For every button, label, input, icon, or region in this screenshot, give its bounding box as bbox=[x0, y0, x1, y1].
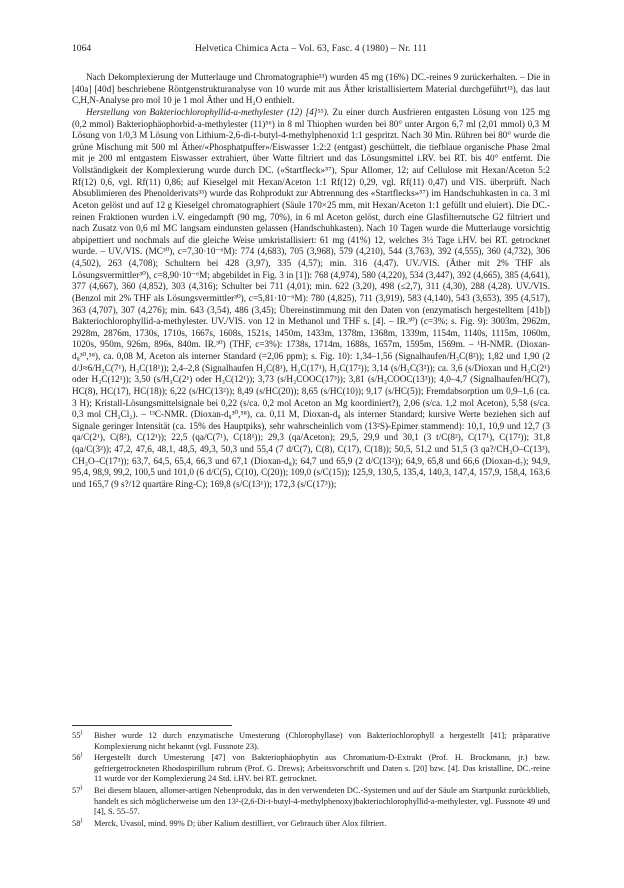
footnote bbox=[72, 753, 550, 785]
main-text bbox=[72, 72, 550, 491]
footnote-separator bbox=[72, 725, 232, 726]
preparation-text: Zu einer durch Ausfrieren entgasten Lösung von 125 mg (0,2 mmol) Bakteriophäophorbid-a-methylester (11)⁵⁶) in 8 ml Thiophen wurden bei 80° unter Argon 6,7 ml (2,01 mmol) 0,3 M Lösung von 1/0,3 M Lösung von Lithium-2,6-di-t-butyl-4-methylphenoxid 1:1 gespritzt. Nach 30 Min. Rühren bei 80° wurde die grüne Mischung mit 500 ml Äther/«Phosphatpuffer»/Eiswasser 1:2:2 (entgast) geschüttelt, die tiefblaue organische Phase 2mal mit je 200 ml entgastem Eiswasser extrahiert, über Watte filtriert und das Lösungsmittel i.RV. bei RT. bis 40° entfernt. Die Vollständigkeit der Komplexierung wurde durch DC. («Startfleck»⁵⁷), Spur Allomer, 12; auf Cellulose mit Hexan/Aceton 5:2 Rf(12) 0,6, vgl. Rf(11) 0,86; auf Kieselgel mit Hexan/Aceton 1:1 Rf(12) 0,29, vgl. Rf(11) 0,47) und VIS. überprüft. Nach Absublimieren des Phenolderivats³³) wurde das Rohprodukt zur Abtrennung des «Startflecks»⁵⁷) im Handschuhkasten in ca. 3 ml Aceton gelöst und auf 12 g Kieselgel chromatographiert (Säule 170×25 mm, mit Hexan/Aceton 1:1 gefüllt und eluiert). Die DC.-reinen Fraktionen wurden i.V. eingedampft (90 mg, 70%), in 6 ml Aceton gelöst, durch eine Glasfilternutsche G2 filtriert und nach Zusatz von 0,6 ml MC langsam eindunsten gelassen (Handschuhkasten). Nach 10 Tagen wurde die Mutterlauge vorsichtig abpipettiert und nochmals auf die gleiche Weise umkristallisiert: 61 mg (41%) 12, welches 3½ Tage i.HV. bei RT. getrocknet wurde. – UV./VIS. (MC³⁰), c=7,30·10⁻⁶M): 774 (4,683), 705 (3,968), 579 (4,210), 544 (3,763), 392 (4,555), 360 (4,732), 306 (4,502), 263 (4,708); Schultern bei 428 (3,97), 335 (4,57); min. 316 (4,47). UV./VIS. (Äther mit 2% THF als Lösungsvermittler³⁰), c=8,90·10⁻⁶M; abgebildet in Fig. 3 in [1]): 768 (4,974), 580 (4,220), 534 (3,447), 392 (4,665), 385 (4,641), 377 (4,667), 360 (4,852), 303 (4,316); Schulter bei 711 (4,01); min. 622 (3,20), 498 (≤2,7), 311 (4,30), 288 (4,28). UV./VIS. (Benzol mit 2% THF als Lösungsvermittler³⁰), c=5,81·10⁻⁶M): 780 (4,825), 711 (3,919), 583 (4,140), 543 (3,653), 395 (4,517), 363 (4,707), 307 (4,276); min. 643 (3,54), 486 (3,45); Übereinstimmung mit den Daten von (enzymatisch hergestelltem [41b]) Bakteriochlorophyllid-a-methylester. UV./VIS. von 12 in Methanol und THF s. [4]. – IR.³⁰) (c=3%; s. Fig. 9): 3003m, 2962m, 2928m, 2876m, 1730s, 1710s, 1667s, 1608s, 1521s, 1450m, 1433m, 1378m, 1368m, 1339m, 1154m, 1140s, 1115m, 1060m, 1020s, 950m, 926m, 896s, 840m. IR.³⁰) (THF, c=3%): 1738s, 1714m, 1688s, 1657m, 1595m, 1569m. – ¹H-NMR. (Dioxan-d₈³⁰,⁵⁸), ca. 0,08 M, Aceton als interner Standard (=2,06 ppm); s. Fig. 10): 1,34–1,56 (Signalhaufen/H₃C(8²)); 1,82 und 1,90 (2 d/J≈6/H₃C(7¹), H₃C(18¹)); 2,4–2,8 (Signalhaufen H₂C(8¹), H₂C(17¹), H₂C(17²)); 3,14 (s/H₃C(3²)); ca. 3,6 (s/Dioxan und H₃C(2¹) oder H₃C(12¹)); 3,50 (s/H₃C(2¹) oder H₃C(12¹)); 3,73 (s/H₃COOC(17³)); 3,81 (s/H₃COOC(13³)); 4,0–4,7 (Signalhaufen/HC(7), HC(8), HC(17), HC(18)); 6,22 (s/HC(13²)); 8,49 (s/HC(20)); 8,65 (s/HC(10)); 9,17 (s/HC(5)); Fremdabsorption um 0,9–1,6 (ca. 3 H); Kristall-Lösungsmittelsignale bei 0,22 (s/ca. 0,2 mol Aceton an Mg koordiniert?), 2,06 (s/ca. 1,2 mol Aceton), 5,58 (s/ca. 0,3 mol CH₂Cl₂). – ¹³C-NMR. (Dioxan-d₈³⁰,⁵⁸), ca. 0,11 M, Dioxan-d₈ als interner Standard; kursive Werte beziehen sich auf Signale geringer Intensität (ca. 15% des Hauptpiks), sehr wahrscheinlich vom (13²S)-Epimer stammend): 10,1, 10,9 und 12,7 (3 qa/C(2¹), C(8²), C(12¹)); 22,5 (qa/C(7¹), C(18¹)); 29,3 (qa/Aceton); 29,5, 29,9 und 30,1 (3 t/C(8²), C(17¹), C(17²)); 31,8 (qa/C(3²)); 47,2, 47,6, 48,1, 48,5, 49,3, 50,3 und 55,4 (7 d/C(7), C(8), C(17), C(18)); 50,5, 51,2 und 51,5 (3 qa?/CH₃O–C(13³), CH₃O–C(17³)); 63,7, 64,5, 65,4, 66,3 und 67,1 (Dioxan-d₈); 64,7 und 65,9 (2 d/C(13²)); 64,9, 65,8 und 66,6 (Dioxan-d₇); 94,9, 95,4, 98,9, 99,2, 100,5 und 101,0 (6 d/C(5), C(10), C(20)); 109,0 (s/C(15)); 125,9, 130,5, 135,4, 140,3, 147,4, 157,9, 158,4, 163,6 und 165,7 (9 s?/12 quartäre Ring-C); 169,8 (s/C(13¹)); 172,3 (s/C(17³)); bbox=[72, 106, 550, 489]
footnote bbox=[72, 731, 550, 752]
section-heading: Herstellung von Bakteriochlorophyllid-a-methylester (12) [4]⁵⁵). bbox=[86, 106, 330, 117]
footnote-number: 57) bbox=[72, 785, 83, 795]
footnote-number: 55) bbox=[72, 730, 83, 740]
footnotes bbox=[72, 731, 550, 830]
footnote-text: Bisher wurde 12 durch enzymatische Umesterung (Chlorophyllase) von Bakteriochlorophyll a hergestellt [41]; präparative Komplexierung nicht bekannt (vgl. Fussnote 23). bbox=[94, 731, 550, 751]
footnote-text: Hergestellt durch Umesterung [47] von Bakteriophäophytin aus Chromatium-D-Extrakt (Prof. H. Brockmann, jr.) bzw. gefriergetrockneten Rhodospirillum rubrum (Prof. G. Drews); Arbeitsvorschrift und Daten s. [20] bzw. [4]. Das kristalline, DC.-reine 11 wurde vor der Komplexierung 24 Std. i.HV. bei RT. getrocknet. bbox=[94, 753, 550, 784]
paragraph-preparation bbox=[72, 107, 550, 491]
page-header bbox=[72, 43, 550, 55]
footnote-text: Bei diesem blauen, allomer-artigen Nebenprodukt, das in den verwendeten DC.-Systemen und auf der Säule am Startpunkt zurückblieb, handelt es sich möglicherweise um den 13²-(2,6-Di-t-butyl-4-methylphenoxy)bakteriochlorophyllid-a-methylester, vgl. Fussnote 49 und [4], S. 55–57. bbox=[94, 785, 550, 817]
page-number: 1064 bbox=[72, 43, 92, 54]
running-head: Helvetica Chimica Acta – Vol. 63, Fasc. 4 (1980) – Nr. 111 bbox=[194, 43, 427, 54]
footnote bbox=[72, 786, 550, 818]
footnote-number: 58) bbox=[72, 817, 83, 828]
footnote-text: Merck, Uvasol, mind. 99% D; über Kalium destilliert, vor Gebrauch über Alox filtriert. bbox=[94, 818, 387, 828]
paragraph-recovery: Nach Dekomplexierung der Mutterlauge und Chromatographie¹³) wurden 45 mg (16%) DC.-reines 9 zurückerhalten. – Die in [40a] [40d] beschriebene Röntgenstrukturanalyse von 10 wurde mit aus Äther kristallisiertem Material durchgeführt¹³), das laut C,H,N-Analyse pro mol 10 je 1 mol Äther und H₂O enthielt. bbox=[72, 72, 550, 106]
footnote bbox=[72, 819, 550, 830]
footnote-number: 56) bbox=[72, 752, 83, 763]
